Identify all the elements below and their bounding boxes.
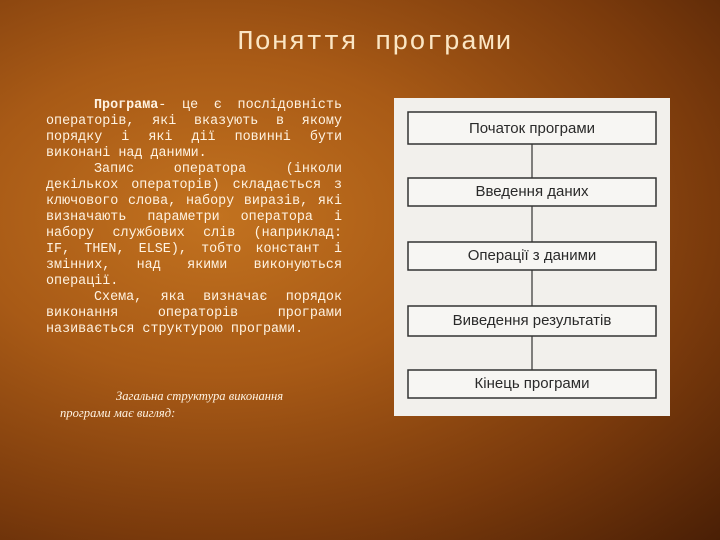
caption-text: Загальна структура виконання програми має вигляд: [60,389,284,420]
structure-paragraph: Схема, яка визначає порядок виконання операторів програми називається структурою програми. [46,290,342,337]
box-operations: Операції з даними [467,247,597,264]
diagram-caption [60,388,310,422]
program-structure-diagram [394,98,670,416]
operator-paragraph: Запис оператора (інколи декількох операторів) складається з ключового слова, набору виразів, які визначають параметри оператора і набору службових слів (наприклад: IF, THEN, ELSE), тобто констант і змінних, над якими виконуються операції. [46,162,342,289]
box-start: Початок програми [468,120,596,137]
definition-paragraph [46,98,342,162]
slide-title: Поняття програми [237,28,513,58]
box-output: Виведення результатів [452,312,612,329]
box-end: Кінець програми [474,375,590,392]
definition-term: Програма [94,98,159,113]
definition-text: - це є послідовність операторів, які вказують в якому порядку і які дії повинні бути виконані над даними. [46,98,342,161]
box-input: Введення даних [475,183,589,200]
body-text [46,98,342,338]
